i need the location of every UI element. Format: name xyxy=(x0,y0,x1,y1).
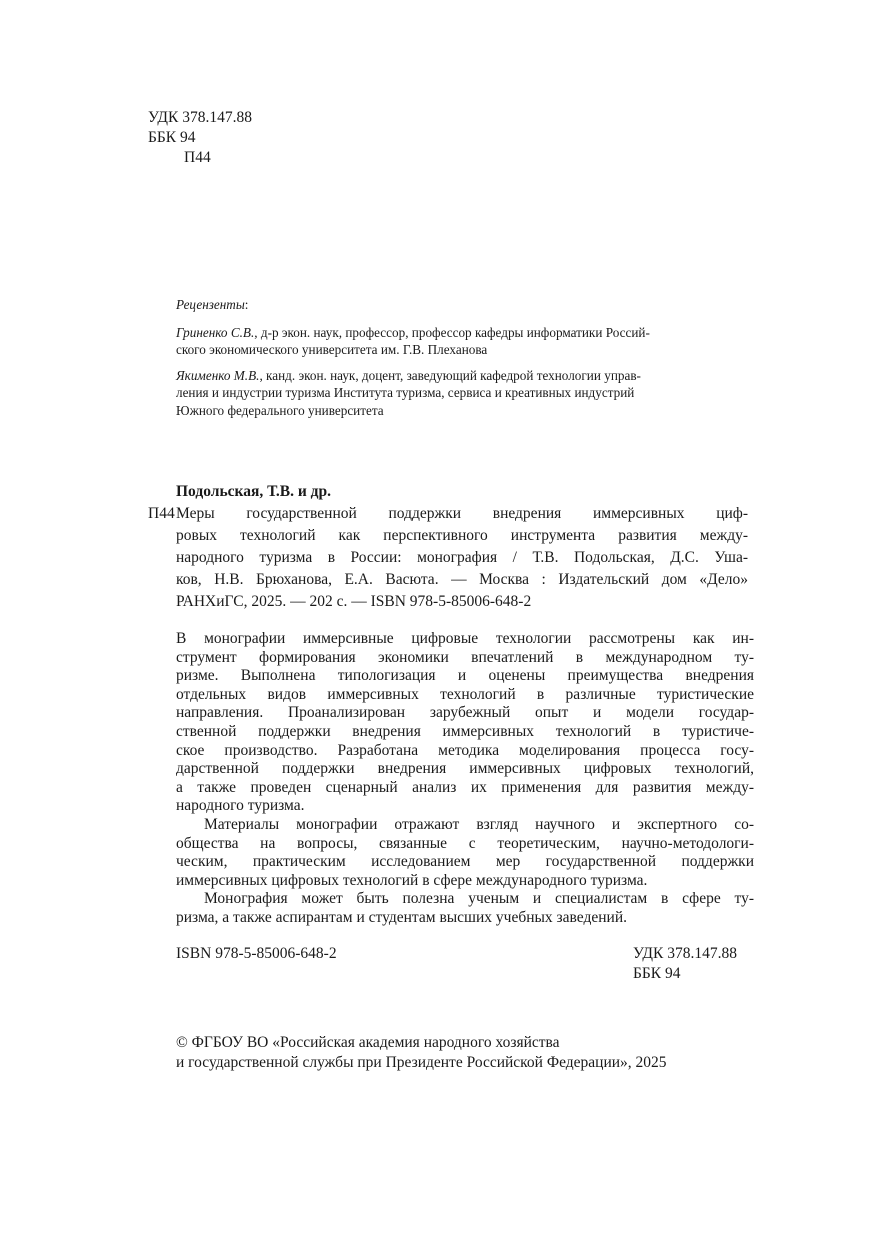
author-mark: П44 xyxy=(184,149,211,166)
annotation-line: народного туризма. xyxy=(176,797,305,815)
reviewer-credentials: , д-р экон. наук, профессор, профессор кафедры информатики Россий- xyxy=(254,324,650,340)
copyright xyxy=(176,1033,667,1073)
annotation-line: ское производство. Разработана методика моделирования процесса госу- xyxy=(176,741,754,759)
udk-code: УДК 378.147.88 xyxy=(148,109,252,126)
copyright-line: © ФГБОУ ВО «Российская академия народного хозяйства xyxy=(176,1034,560,1051)
reviewer-entry xyxy=(176,324,746,359)
annotation-line: отдельных видов иммерсивных технологий в различные туристические xyxy=(176,685,754,703)
annotation-line: Материалы монографии отражают взгляд научного и экспертного со- xyxy=(204,815,754,833)
reviewers-heading xyxy=(176,296,746,314)
entry-first-line xyxy=(148,503,748,525)
annotation-line: ризме. Выполнена типологизация и оценены преимущества внедрения xyxy=(176,667,754,685)
entry-line: РАНХиГС, 2025. — 202 с. — ISBN 978-5-85006-648-2 xyxy=(176,593,532,610)
classification-block xyxy=(148,108,252,168)
reviewers-heading-colon: : xyxy=(244,297,249,312)
annotation-line: В монографии иммерсивные цифровые технологии рассмотрены как ин- xyxy=(176,630,754,647)
annotation-line: общества на вопросы, связанные с теоретическим, научно-методологи- xyxy=(176,834,754,852)
annotation-line: Монография может быть полезна ученым и специалистам в сфере ту- xyxy=(204,890,754,908)
annotation-line: струмент формирования экономики впечатлений в международном ту- xyxy=(176,648,754,666)
annotation-line: направления. Проанализирован зарубежный опыт и модели государ- xyxy=(176,704,754,722)
reviewers-heading-text: Рецензенты xyxy=(176,297,245,312)
entry-line: ков, Н.В. Брюханова, Е.А. Васюта. — Москва : Издательский дом «Дело» xyxy=(176,571,748,588)
bbk-code: ББК 94 xyxy=(148,129,196,146)
annotation xyxy=(176,630,754,928)
udk-code: УДК 378.147.88 xyxy=(633,945,737,962)
reviewer-line: ления и индустрии туризма Института туризма, сервиса и креативных индустрий xyxy=(176,385,635,400)
annotation-line: дарственной поддержки внедрения иммерсивных цифровых технологий, xyxy=(176,760,754,778)
entry-authors: Подольская, Т.В. и др. xyxy=(176,483,331,500)
bibliographic-entry xyxy=(148,481,748,613)
bbk-code: ББК 94 xyxy=(633,965,681,982)
isbn: ISBN 978-5-85006-648-2 xyxy=(176,945,337,962)
reviewer-name: Гриненко С.В. xyxy=(176,324,255,340)
reviewer-name: Якименко М.В. xyxy=(176,367,260,383)
reviewer-line xyxy=(176,367,746,385)
entry-line: народного туризма в России: монография / Т.В. Подольская, Д.С. Уша- xyxy=(176,549,748,566)
reviewer-line: Южного федерального университета xyxy=(176,402,384,418)
codes-block xyxy=(633,944,737,984)
reviewer-line xyxy=(176,324,746,342)
annotation-line: ственной поддержки внедрения иммерсивных технологий в туристиче- xyxy=(176,722,754,740)
annotation-line: иммерсивных цифровых технологий в сфере международного туризма. xyxy=(176,871,648,889)
entry-index: П44 xyxy=(148,505,175,522)
entry-line: ровых технологий как перспективного инструмента развития между- xyxy=(176,527,748,544)
annotation-line: а также проведен сценарный анализ их применения для развития между- xyxy=(176,778,754,796)
annotation-line: ческим, практическим исследованием мер государственной поддержки xyxy=(176,853,754,871)
entry-body xyxy=(148,503,748,613)
reviewer-entry xyxy=(176,367,746,420)
annotation-line: ризма, а также аспирантам и студентам высших учебных заведений. xyxy=(176,908,627,926)
reviewer-line: ского экономического университета им. Г.В. Плеханова xyxy=(176,342,488,357)
entry-title-line: Меры государственной поддержки внедрения иммерсивных циф- xyxy=(176,505,748,522)
copyright-line: и государственной службы при Президенте Российской Федерации», 2025 xyxy=(176,1054,667,1071)
reviewers-section xyxy=(176,296,746,427)
reviewer-credentials: , канд. экон. наук, доцент, заведующий кафедрой технологии управ- xyxy=(259,367,641,383)
